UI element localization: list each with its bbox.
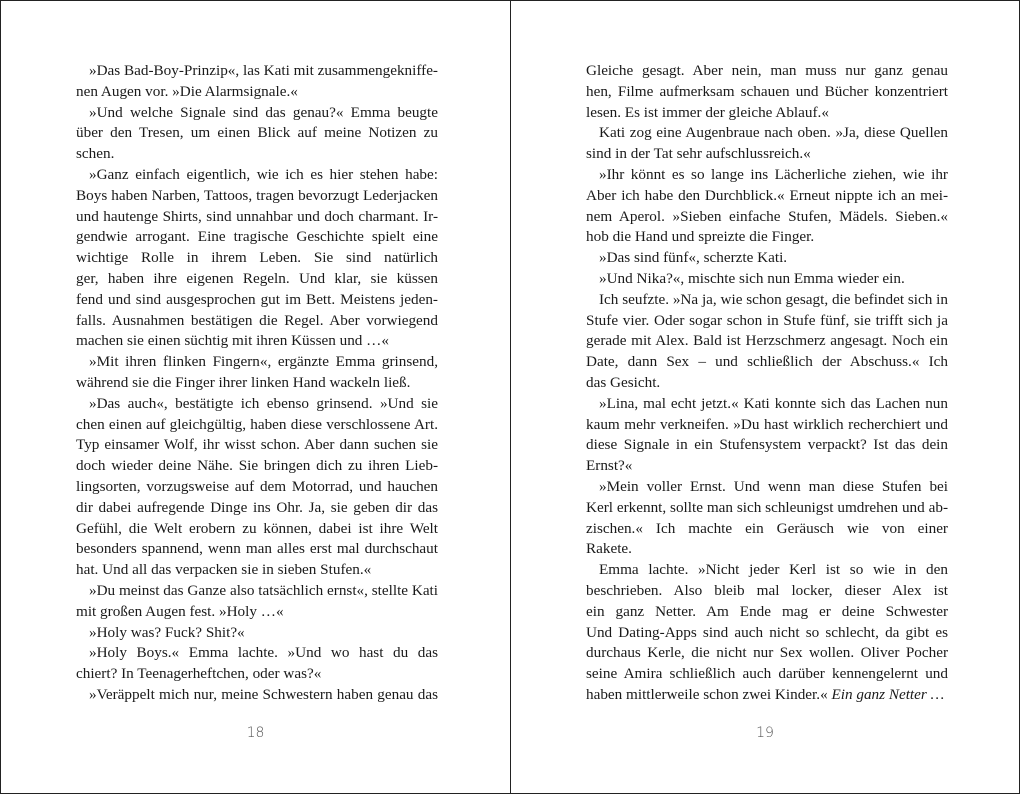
text-line: [76, 415, 438, 436]
text-line: [76, 456, 438, 477]
line-text: dir dabei aufregende Dinge ins Ohr. Ja, sie geben dir das: [76, 498, 438, 516]
text-line: [76, 311, 438, 332]
line-text: Aber ich habe den Durchblick.« Erneut nippte ich an mei-: [586, 186, 948, 204]
line-text: »Das auch«, bestätigte ich ebenso grinsend. »Und sie: [89, 394, 438, 412]
line-text: gendwie arrogant. Eine tragische Geschichte spielt eine: [76, 228, 438, 246]
line-text: während sie die Finger ihrer linken Hand wackeln ließ.: [76, 373, 411, 391]
text-line: [586, 82, 948, 103]
text-line: [586, 61, 948, 82]
text-line: [586, 123, 948, 144]
line-text: nen Augen vor. »Die Alarmsignale.«: [76, 82, 298, 100]
text-line: [76, 103, 438, 124]
text-line: [76, 623, 438, 644]
italic-text: Ein ganz Netter …: [831, 685, 945, 703]
text-line: [586, 581, 948, 602]
text-line: [586, 539, 948, 560]
line-text: sind in der Tat sehr aufschlussreich.«: [586, 145, 811, 163]
line-text: »Holy Boys.« Emma lachte. »Und wo hast du das: [89, 644, 438, 662]
text-line: [586, 227, 948, 248]
text-line: [586, 519, 948, 540]
line-text: Rakete.: [586, 540, 632, 558]
text-line: [586, 415, 948, 436]
text-line: [76, 394, 438, 415]
line-text: hen, Filme aufmerksam schauen und Bücher konzentriert: [586, 82, 948, 100]
line-text: »Und welche Signale sind das genau?« Emma beugte: [89, 103, 438, 121]
line-text: besonders spannend, wenn man alles erst mal durchschaut: [76, 540, 438, 558]
line-text: chiert? In Teenagerheftchen, oder was?«: [76, 665, 322, 683]
text-line: [586, 103, 948, 124]
text-line: [76, 290, 438, 311]
line-text: fend und sind ausgesprochen gut im Bett. Meistens jeden-: [76, 290, 438, 308]
line-text: hob die Hand und spreizte die Finger.: [586, 228, 815, 246]
text-line: [76, 331, 438, 352]
text-line: [76, 144, 438, 165]
line-text: »Du meinst das Ganze also tatsächlich ernst«, stellte Kati: [89, 581, 438, 599]
text-line: [586, 207, 948, 228]
line-text: doch wieder deine Nähe. Sie bringen dich zu ihren Lieb-: [76, 457, 438, 475]
line-text: »Lina, mal echt jetzt.« Kati konnte sich das Lachen nun: [599, 394, 948, 412]
text-line: [76, 581, 438, 602]
text-line: [76, 519, 438, 540]
line-text: »Mit ihren flinken Fingern«, ergänzte Emma grinsend,: [89, 353, 438, 371]
text-line: [586, 664, 948, 685]
line-text: Date, dann Sex – und schließlich der Abschuss.« Ich: [586, 353, 948, 371]
text-line: [76, 560, 438, 581]
line-text: seine Amira schließlich auch darüber kennengelernt und: [586, 665, 948, 683]
line-text: Ernst?«: [586, 457, 633, 475]
line-text: »Das Bad-Boy-Prinzip«, las Kati mit zusammengekniffe-: [89, 62, 438, 79]
line-text: »Ganz einfach eigentlich, wie ich es hier stehen habe:: [89, 165, 438, 183]
text-line: [76, 435, 438, 456]
line-text: ein ganz Netter. Am Ende mag er deine Schwester: [586, 602, 948, 620]
text-line: [76, 248, 438, 269]
line-text: »Holy was? Fuck? Shit?«: [89, 623, 245, 641]
page-text-column: [76, 61, 438, 706]
text-line: [76, 664, 438, 685]
line-text: Kati zog eine Augenbraue nach oben. »Ja, diese Quellen: [599, 124, 948, 142]
line-text: ger, haben ihre eigenen Regeln. Und klar, sie küssen: [76, 269, 438, 287]
line-text: Gleiche gesagt. Aber nein, man muss nur ganz genau: [586, 62, 948, 79]
text-line: [76, 498, 438, 519]
text-line: [586, 623, 948, 644]
line-text: haben mittlerweile schon zwei Kinder.«: [586, 685, 832, 703]
text-line: [586, 311, 948, 332]
text-line: [586, 602, 948, 623]
line-text: durchaus Kerle, die nicht nur Sex wollen. Oliver Pocher: [586, 644, 948, 662]
page-number: 19: [756, 725, 774, 741]
text-line: [586, 560, 948, 581]
line-text: »Veräppelt mich nur, meine Schwestern haben genau das: [89, 685, 438, 703]
line-text: »Und Nika?«, mischte sich nun Emma wieder ein.: [599, 269, 905, 287]
text-line: [586, 685, 948, 706]
text-line: [586, 456, 948, 477]
text-line: [586, 186, 948, 207]
text-line: [586, 352, 948, 373]
line-text: lesen. Es ist immer der gleiche Ablauf.«: [586, 103, 829, 121]
text-line: [76, 61, 438, 82]
line-text: nem Aperol. »Sieben einfache Stufen, Mädels. Sieben.«: [586, 207, 948, 225]
line-text: falls. Ausnahmen bestätigen die Regel. Aber vorwiegend: [76, 311, 438, 329]
text-line: [76, 82, 438, 103]
line-text: über den Tresen, um einen Blick auf meine Notizen zu: [76, 124, 438, 142]
text-line: [586, 331, 948, 352]
text-line: [76, 352, 438, 373]
line-text: Kerl erkennt, sollte man sich schleunigst umdrehen und ab-: [586, 498, 948, 516]
line-text: mit großen Augen fest. »Holy …«: [76, 602, 284, 620]
line-text: chen einen auf gleichgültig, haben diese verschlossene Art.: [76, 415, 438, 433]
line-text: gerade mit Alex. Bald ist Herzschmerz angesagt. Noch ein: [586, 332, 948, 350]
line-text: beschrieben. Also bleib mal locker, dieser Alex ist: [586, 581, 948, 599]
line-text: diese Signale in ein Stufensystem verpackt? Ist das dein: [586, 436, 948, 454]
line-text: Boys haben Narben, Tattoos, tragen bevorzugt Lederjacken: [76, 186, 438, 204]
text-line: [586, 394, 948, 415]
text-line: [76, 643, 438, 664]
text-line: [76, 227, 438, 248]
text-line: [76, 123, 438, 144]
text-line: [76, 186, 438, 207]
text-line: [586, 290, 948, 311]
text-line: [586, 248, 948, 269]
text-line: [76, 373, 438, 394]
line-text: Typ einsamer Wolf, ihr wisst schon. Aber dann suchen sie: [76, 436, 438, 454]
line-text: Und Dating-Apps sind auch nicht so schlecht, da gibt es: [586, 623, 948, 641]
line-text: das Gesicht.: [586, 373, 661, 391]
text-line: [76, 539, 438, 560]
line-text: hat. Und all das verpacken sie in sieben Stufen.«: [76, 561, 372, 579]
line-text: Emma lachte. »Nicht jeder Kerl ist so wie in den: [599, 561, 948, 579]
line-text: Stufe vier. Oder sogar schon in Stufe fünf, sie trifft sich ja: [586, 311, 948, 329]
line-text: kaum mehr verkneifen. »Du hast wirklich recherchiert und: [586, 415, 948, 433]
line-text: und hautenge Shirts, sind unnahbar und doch charmant. Ir-: [76, 207, 438, 225]
text-line: [586, 373, 948, 394]
text-line: [76, 685, 438, 706]
text-line: [586, 435, 948, 456]
text-line: [76, 269, 438, 290]
text-line: [586, 643, 948, 664]
page-number: 18: [246, 725, 265, 741]
text-line: [76, 602, 438, 623]
line-text: Ich seufzte. »Na ja, wie schon gesagt, die befindet sich in: [599, 290, 948, 308]
right-page: [510, 0, 1020, 794]
text-line: [586, 269, 948, 290]
line-text: »Das sind fünf«, scherzte Kati.: [599, 249, 788, 267]
line-text: lingsorten, vorzugsweise auf dem Motorrad, und hauchen: [76, 477, 438, 495]
page-text-column: [586, 61, 948, 706]
line-text: Gefühl, die Welt erobern zu können, dabei ist ihre Welt: [76, 519, 438, 537]
text-line: [586, 165, 948, 186]
line-text: wichtige Rolle in ihrem Leben. Sie sind natürlich: [76, 249, 438, 267]
text-line: [586, 144, 948, 165]
line-text: »Ihr könnt es so lange ins Lächerliche ziehen, wie ihr: [599, 165, 948, 183]
text-line: [586, 477, 948, 498]
line-text: schen.: [76, 145, 115, 163]
line-text: machen sie einen süchtig mit ihren Küssen und …«: [76, 332, 389, 350]
line-text: zischen.« Ich machte ein Geräusch wie von einer: [586, 519, 948, 537]
text-line: [76, 207, 438, 228]
text-line: [76, 477, 438, 498]
text-line: [586, 498, 948, 519]
text-line: [76, 165, 438, 186]
line-text: »Mein voller Ernst. Und wenn man diese Stufen bei: [599, 477, 948, 495]
